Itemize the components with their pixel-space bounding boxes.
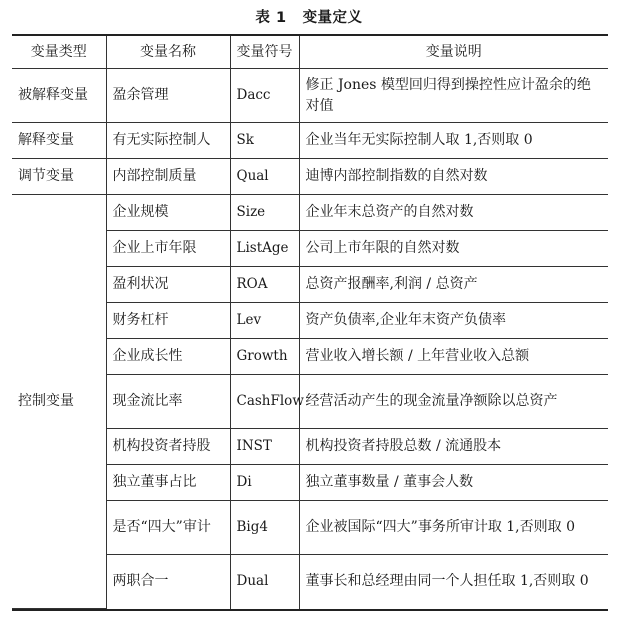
header-cell-name: 变量名称	[106, 36, 230, 69]
variable-description-cell: 总资产报酬率,利润 / 总资产	[299, 267, 608, 303]
variable-description-cell: 独立董事数量 / 董事会人数	[299, 465, 608, 501]
bottom-rule	[12, 609, 608, 611]
header-cell-description: 变量说明	[299, 36, 608, 69]
table-caption	[0, 6, 618, 27]
variable-symbol-cell: ROA	[230, 267, 299, 303]
variable-symbol-cell: CashFlow	[230, 375, 299, 429]
variable-description-cell: 企业当年无实际控制人取 1,否则取 0	[299, 123, 608, 159]
variable-symbol-cell: Lev	[230, 303, 299, 339]
caption-number: 表 1	[255, 10, 287, 26]
variable-description-cell: 迪博内部控制指数的自然对数	[299, 159, 608, 195]
variable-symbol-cell: Size	[230, 195, 299, 231]
variable-name-cell: 是否“四大”审计	[106, 501, 230, 555]
table-row	[12, 159, 608, 195]
variable-symbol-cell: Sk	[230, 123, 299, 159]
variable-name-cell: 内部控制质量	[106, 159, 230, 195]
variable-description-cell: 公司上市年限的自然对数	[299, 231, 608, 267]
variable-type-cell: 控制变量	[12, 195, 106, 609]
variable-definition-table	[12, 36, 608, 609]
variable-table-frame	[12, 34, 608, 611]
variable-symbol-cell: Dacc	[230, 69, 299, 123]
variable-symbol-cell: Qual	[230, 159, 299, 195]
variable-symbol-cell: Big4	[230, 501, 299, 555]
header-cell-symbol: 变量符号	[230, 36, 299, 69]
variable-description-cell: 企业被国际“四大”事务所审计取 1,否则取 0	[299, 501, 608, 555]
variable-name-cell: 独立董事占比	[106, 465, 230, 501]
variable-symbol-cell: Di	[230, 465, 299, 501]
header-cell-type: 变量类型	[12, 36, 106, 69]
variable-symbol-cell: ListAge	[230, 231, 299, 267]
variable-description-cell: 修正 Jones 模型回归得到操控性应计盈余的绝对值	[299, 69, 608, 123]
variable-description-cell: 经营活动产生的现金流量净额除以总资产	[299, 375, 608, 429]
caption-title: 变量定义	[302, 10, 363, 26]
variable-description-cell: 董事长和总经理由同一个人担任取 1,否则取 0	[299, 555, 608, 609]
variable-description-cell: 企业年末总资产的自然对数	[299, 195, 608, 231]
variable-name-cell: 企业上市年限	[106, 231, 230, 267]
variable-name-cell: 现金流比率	[106, 375, 230, 429]
variable-name-cell: 盈利状况	[106, 267, 230, 303]
table-row	[12, 123, 608, 159]
table-row	[12, 195, 608, 231]
variable-symbol-cell: Growth	[230, 339, 299, 375]
table-row	[12, 69, 608, 123]
variable-description-cell: 资产负债率,企业年末资产负债率	[299, 303, 608, 339]
variable-description-cell: 营业收入增长额 / 上年营业收入总额	[299, 339, 608, 375]
variable-name-cell: 两职合一	[106, 555, 230, 609]
variable-name-cell: 企业成长性	[106, 339, 230, 375]
variable-name-cell: 盈余管理	[106, 69, 230, 123]
variable-symbol-cell: INST	[230, 429, 299, 465]
variable-symbol-cell: Dual	[230, 555, 299, 609]
variable-name-cell: 财务杠杆	[106, 303, 230, 339]
variable-name-cell: 企业规模	[106, 195, 230, 231]
variable-name-cell: 有无实际控制人	[106, 123, 230, 159]
variable-type-cell: 被解释变量	[12, 69, 106, 123]
header-row	[12, 36, 608, 69]
variable-name-cell: 机构投资者持股	[106, 429, 230, 465]
variable-description-cell: 机构投资者持股总数 / 流通股本	[299, 429, 608, 465]
variable-type-cell: 调节变量	[12, 159, 106, 195]
variable-type-cell: 解释变量	[12, 123, 106, 159]
